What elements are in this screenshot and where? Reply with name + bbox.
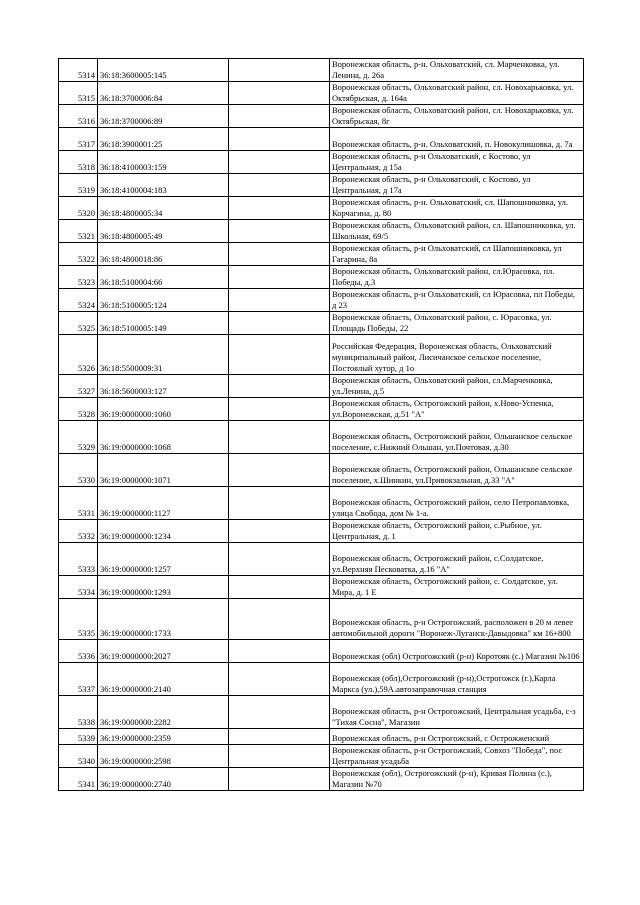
row-number: 5328 (59, 398, 98, 421)
cadastral-number: 36:19:0000000:2740 (98, 768, 229, 791)
empty-cell (229, 640, 330, 663)
row-number: 5333 (59, 543, 98, 576)
cadastral-number: 36:18:3600005:145 (98, 59, 229, 82)
cadastral-number: 36:18:4800018:86 (98, 243, 229, 266)
address-cell: Воронежская область, Ольховатский район, сл. Новохарьковка, ул. Октябрьская, д. 164а (330, 82, 584, 105)
empty-cell (229, 729, 330, 745)
cadastral-number: 36:18:4100003:159 (98, 151, 229, 174)
empty-cell (229, 197, 330, 220)
row-number: 5329 (59, 421, 98, 454)
cadastral-number: 36:19:0000000:1060 (98, 398, 229, 421)
registry-table-body (59, 59, 584, 791)
row-number: 5325 (59, 312, 98, 335)
cadastral-number: 36:19:0000000:2282 (98, 696, 229, 729)
address-cell: Воронежская область, р-н. Ольховатский, сл. Шапошниковка, ул. Корчагина, д. 80 (330, 197, 584, 220)
empty-cell (229, 289, 330, 312)
table-row (59, 696, 584, 729)
cadastral-number: 36:19:0000000:2598 (98, 745, 229, 768)
empty-cell (229, 82, 330, 105)
empty-cell (229, 151, 330, 174)
address-cell: Воронежская область, р-н Острогожский, расположен в 20 м левее автомобильной дороги "Воронеж-Луганск-Давыдовка" км 16+800 (330, 599, 584, 640)
empty-cell (229, 266, 330, 289)
empty-cell (229, 520, 330, 543)
table-row (59, 82, 584, 105)
empty-cell (229, 663, 330, 696)
row-number: 5336 (59, 640, 98, 663)
address-cell: Воронежская область, р-н Ольховатский, с Костово, ул Центральная, д 17а (330, 174, 584, 197)
row-number: 5334 (59, 576, 98, 599)
empty-cell (229, 220, 330, 243)
table-row (59, 487, 584, 520)
address-cell: Воронежская область, Ольховатский район, сл. Новохарьковка, ул. Октябрьская, 8г (330, 105, 584, 128)
table-row (59, 174, 584, 197)
cadastral-number: 36:19:0000000:1293 (98, 576, 229, 599)
address-cell: Воронежская область, р-н Острогожский, Совхоз "Победа", пос Центральная усадьба (330, 745, 584, 768)
address-cell: Воронежская область, Острогожский район, с.Солдатское, ул.Верхняя Песковатка, д.16 "А" (330, 543, 584, 576)
cadastral-number: 36:18:4800005:49 (98, 220, 229, 243)
empty-cell (229, 243, 330, 266)
empty-cell (229, 421, 330, 454)
empty-cell (229, 599, 330, 640)
table-row (59, 197, 584, 220)
address-cell: Воронежская область, Ольховатский район, сл.Марченковка, ул.Ленина, д.5 (330, 375, 584, 398)
row-number: 5315 (59, 82, 98, 105)
row-number: 5317 (59, 128, 98, 151)
table-row (59, 520, 584, 543)
table-row (59, 421, 584, 454)
empty-cell (229, 696, 330, 729)
row-number: 5337 (59, 663, 98, 696)
address-cell: Воронежская область, р-н Острогожский, с Острожженский (330, 729, 584, 745)
row-number: 5330 (59, 454, 98, 487)
row-number: 5340 (59, 745, 98, 768)
cadastral-number: 36:18:3700006:89 (98, 105, 229, 128)
cadastral-number: 36:18:5500009:31 (98, 335, 229, 375)
cadastral-number: 36:18:5100005:149 (98, 312, 229, 335)
table-row (59, 289, 584, 312)
table-row (59, 128, 584, 151)
cadastral-number: 36:19:0000000:1068 (98, 421, 229, 454)
cadastral-number: 36:19:0000000:1234 (98, 520, 229, 543)
empty-cell (229, 745, 330, 768)
table-row (59, 335, 584, 375)
empty-cell (229, 576, 330, 599)
address-cell: Воронежская область, Ольховатский район, сл. Шапошниковка, ул. Школьная, 69/5 (330, 220, 584, 243)
address-cell: Воронежская область, Ольховатский район, сл.Юрасовка, пл. Победы, д.3 (330, 266, 584, 289)
address-cell: Воронежская (обл),Острогожский (р-н),Острогожск (г.),Карла Маркса (ул.),59А.автозаправочная станция (330, 663, 584, 696)
address-cell: Воронежская область, Острогожский район, Ольшанское сельское поселение, х.Шинкин, ул.Привокзальная, д.33 "А" (330, 454, 584, 487)
table-row (59, 768, 584, 791)
empty-cell (229, 543, 330, 576)
empty-cell (229, 105, 330, 128)
address-cell: Воронежская область, р-н Ольховатский, сл Юрасовка, пл Победы, д 23 (330, 289, 584, 312)
cadastral-number: 36:18:3700006:84 (98, 82, 229, 105)
table-row (59, 266, 584, 289)
address-cell: Воронежская область, Острогожский район, с. Солдатское, ул. Мира, д. 1 Е (330, 576, 584, 599)
row-number: 5341 (59, 768, 98, 791)
table-row (59, 729, 584, 745)
empty-cell (229, 128, 330, 151)
table-row (59, 599, 584, 640)
cadastral-number: 36:19:0000000:1127 (98, 487, 229, 520)
table-row (59, 59, 584, 82)
table-row (59, 663, 584, 696)
cadastral-number: 36:18:5100004:66 (98, 266, 229, 289)
table-row (59, 312, 584, 335)
table-row (59, 243, 584, 266)
row-number: 5327 (59, 375, 98, 398)
empty-cell (229, 335, 330, 375)
row-number: 5318 (59, 151, 98, 174)
cadastral-number: 36:19:0000000:1257 (98, 543, 229, 576)
empty-cell (229, 398, 330, 421)
address-cell: Воронежская область, р-н. Ольховатский, п. Новокулишовка, д. 7а (330, 128, 584, 151)
cadastral-number: 36:18:4800005:34 (98, 197, 229, 220)
address-cell: Воронежская область, р-н. Ольховатский, сл. Марченковка, ул. Ленина, д. 26а (330, 59, 584, 82)
empty-cell (229, 375, 330, 398)
row-number: 5323 (59, 266, 98, 289)
cadastral-number: 36:19:0000000:1733 (98, 599, 229, 640)
row-number: 5331 (59, 487, 98, 520)
row-number: 5324 (59, 289, 98, 312)
table-row (59, 454, 584, 487)
cadastral-number: 36:19:0000000:2359 (98, 729, 229, 745)
empty-cell (229, 454, 330, 487)
address-cell: Российская Федерация, Воронежская область, Ольховатский муниципальный район, Лисичанское сельское поселение, Постоялый хутор, д 1о (330, 335, 584, 375)
row-number: 5326 (59, 335, 98, 375)
row-number: 5319 (59, 174, 98, 197)
empty-cell (229, 768, 330, 791)
row-number: 5339 (59, 729, 98, 745)
address-cell: Воронежская область, Острогожский район, с.Рыбное, ул. Центральная, д. 1 (330, 520, 584, 543)
table-row (59, 151, 584, 174)
address-cell: Воронежская область, р-н Ольховатский, сл Шапошниковка, ул Гагарина, 8а (330, 243, 584, 266)
cadastral-number: 36:18:5100005:124 (98, 289, 229, 312)
address-cell: Воронежская (обл), Острогожский (р-н), Кривая Полина (с.), Магазин №70 (330, 768, 584, 791)
address-cell: Воронежская область, р-н Острогожский, Центральная усадьба, с-з "Тихая Сосна", Магазин (330, 696, 584, 729)
address-cell: Воронежская область, р-н Ольховатский, с Костово, ул Центральная, д 15а (330, 151, 584, 174)
table-row (59, 576, 584, 599)
cadastral-number: 36:19:0000000:1071 (98, 454, 229, 487)
row-number: 5316 (59, 105, 98, 128)
cadastral-number: 36:19:0000000:2140 (98, 663, 229, 696)
address-cell: Воронежская (обл) Острогожский (р-н) Коротояк (с.) Магазин №106 (330, 640, 584, 663)
table-row (59, 543, 584, 576)
registry-table (58, 58, 584, 791)
table-row (59, 220, 584, 243)
row-number: 5332 (59, 520, 98, 543)
address-cell: Воронежская область, Острогожский район, Ольшанское сельское поселение, с.Нижний Ольшан, ул.Почтовая, д.30 (330, 421, 584, 454)
cadastral-number: 36:18:3900001:25 (98, 128, 229, 151)
empty-cell (229, 487, 330, 520)
empty-cell (229, 312, 330, 335)
row-number: 5320 (59, 197, 98, 220)
table-row (59, 745, 584, 768)
row-number: 5314 (59, 59, 98, 82)
table-row (59, 105, 584, 128)
row-number: 5338 (59, 696, 98, 729)
cadastral-number: 36:19:0000000:2027 (98, 640, 229, 663)
table-row (59, 640, 584, 663)
row-number: 5321 (59, 220, 98, 243)
row-number: 5335 (59, 599, 98, 640)
cadastral-number: 36:18:5600003:127 (98, 375, 229, 398)
empty-cell (229, 59, 330, 82)
address-cell: Воронежская область, Острогожский район, село Петропавловка, улица Свобода, дом № 1-а. (330, 487, 584, 520)
empty-cell (229, 174, 330, 197)
row-number: 5322 (59, 243, 98, 266)
table-row (59, 398, 584, 421)
address-cell: Воронежская область, Острогожский район, х.Ново-Успенка, ул.Воронежская, д.51 "А" (330, 398, 584, 421)
table-row (59, 375, 584, 398)
address-cell: Воронежская область, Ольховатский район, с. Юрасовка, ул. Площадь Победы, 22 (330, 312, 584, 335)
cadastral-number: 36:18:4100004:183 (98, 174, 229, 197)
